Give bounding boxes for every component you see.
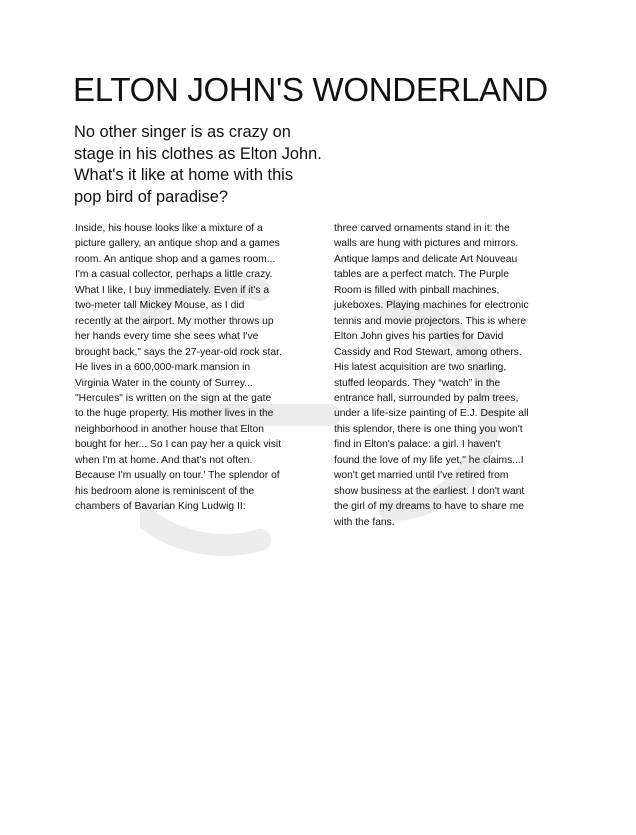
article-title: ELTON JOHN'S WONDERLAND [73, 71, 548, 108]
article-body-column-right: three carved ornaments stand in it: the walls are hung with pictures and mirrors. Antique lamps and delicate Art Nouveau tables are a perfect match. The Purple Room is filled with pinball machines, jukeboxes. Playing machines for electronic tennis and movie projectors. This is where Elton John gives his parties for David Cassidy and Rod Stewart, among others. His latest acquisition are two snarling, stuffed leopards. They “watch” in the entrance hall, surrounded by palm trees, under a life-size painting of E.J. Despite all this splendor, there is one thing you won't find in Elton's palace: a girl. I haven't found the love of my life yet," he claims...I won't get married until I've retired from show business at the earliest. I don't want the girl of my dreams to have to share me with the fans. [334, 223, 529, 528]
article-body-column-left: Inside, his house looks like a mixture of a picture gallery, an antique shop and a games room. An antique shop and a games room... I'm a casual collector, perhaps a little crazy. What I like, I buy immediately. Even if it's a two-meter tall Mickey Mouse, as I did recently at the airport. My mother throws up her hands every time she sees what I've brought back," says the 27-year-old rock star. He lives in a 600,000-mark mansion in Virginia Water in the county of Surrey... "Hercules" is written on the sign at the gate to the huge property. His mother lives in the neighborhood in another house that Elton bought for her... So I can pay her a quick visit when I'm at home. And that's not often. Because I'm usually on tour.' The splendor of his bedroom alone is reminiscent of the chambers of Bavarian King Ludwig II: [75, 223, 282, 513]
article-lead: No other singer is as crazy on stage in his clothes as Elton John. What's it like at home with this pop bird of paradise? [74, 123, 322, 206]
